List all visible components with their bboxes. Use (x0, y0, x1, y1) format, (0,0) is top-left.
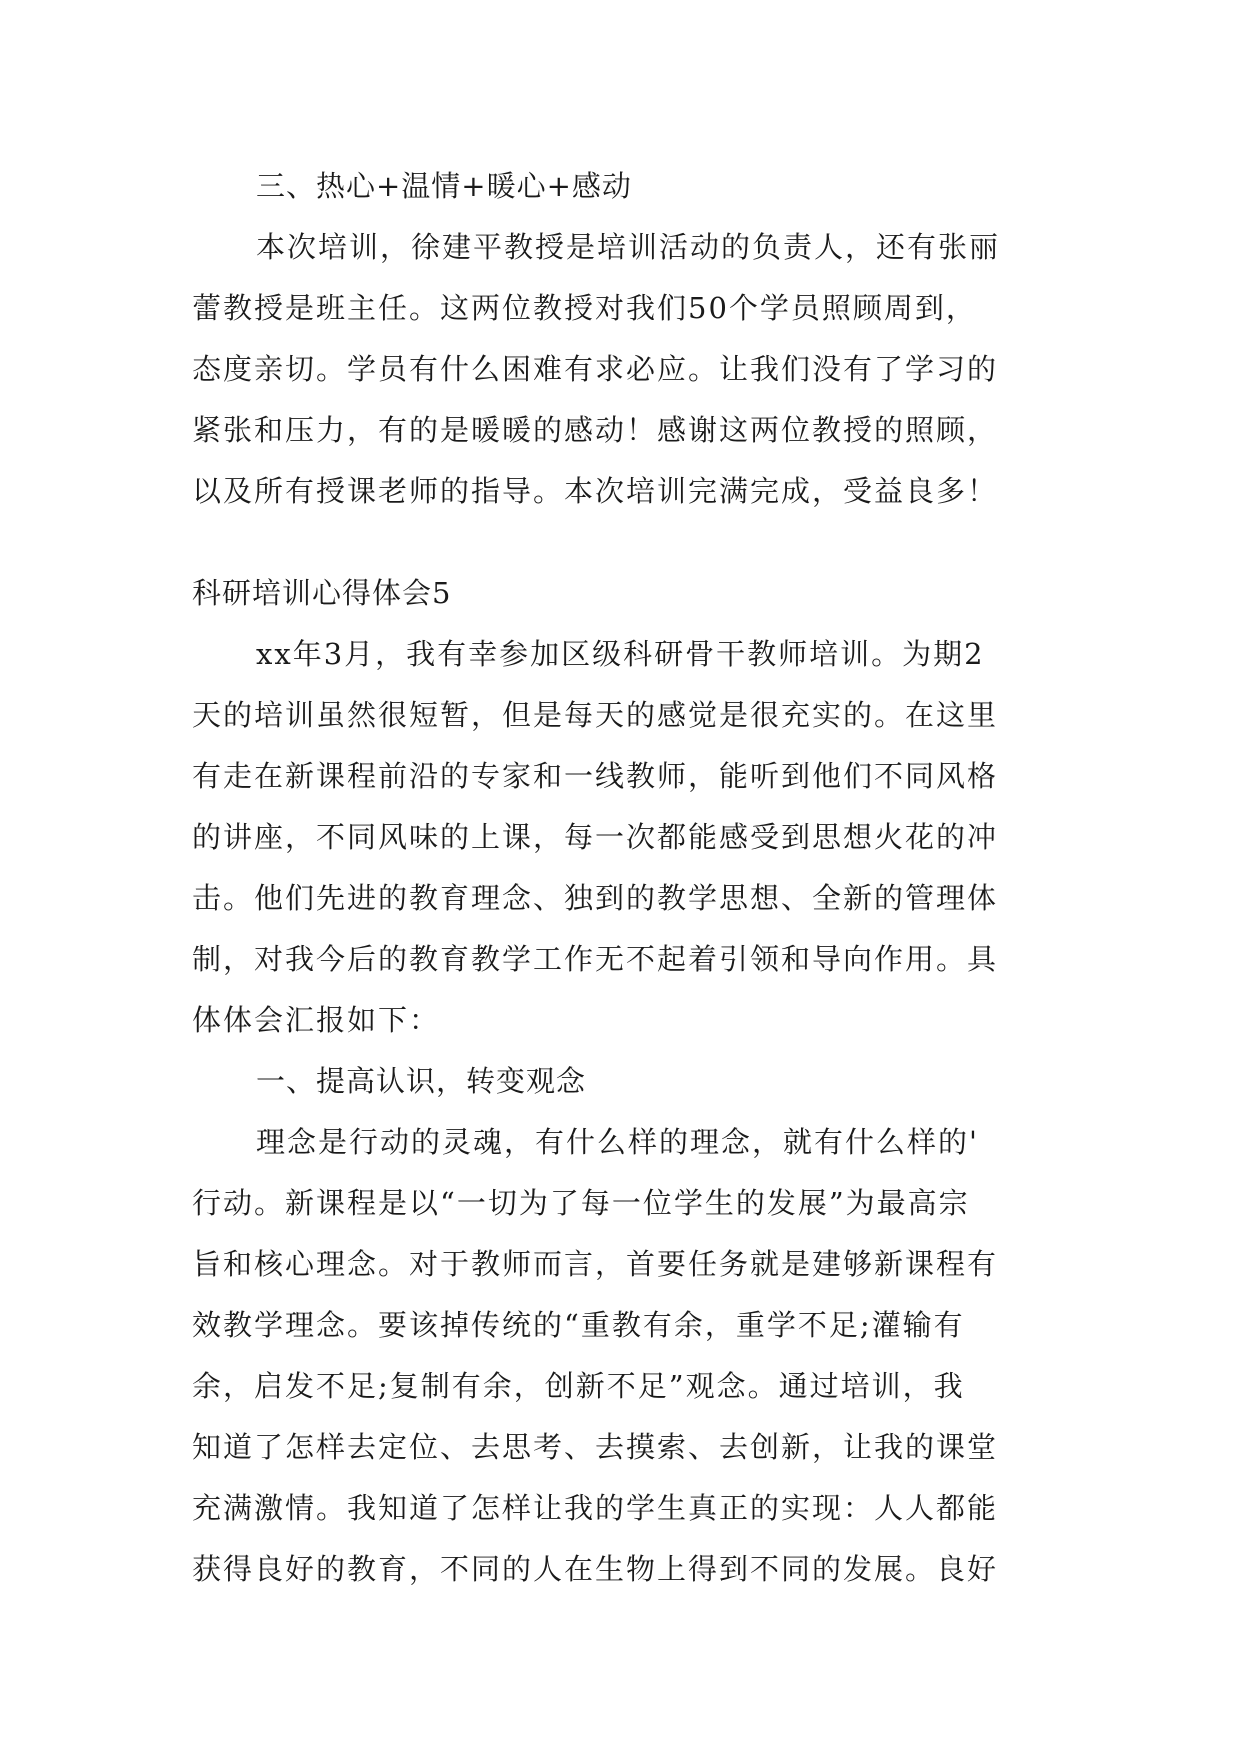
paragraph-line: 体体会汇报如下： (192, 1003, 441, 1037)
paragraph-line: 蕾教授是班主任。这两位教授对我们50个学员照顾周到， (192, 291, 977, 325)
paragraph-line: 旨和核心理念。对于教师而言，首要任务就是建够新课程有 (192, 1247, 999, 1281)
paragraph-line: 充满激情。我知道了怎样让我的学生真正的实现：人人都能 (192, 1491, 999, 1525)
paragraph-line: 以及所有授课老师的指导。本次培训完满完成，受益良多！ (192, 474, 999, 508)
paragraph-line: 态度亲切。学员有什么困难有求必应。让我们没有了学习的 (192, 352, 999, 386)
paragraph-line: 击。他们先进的教育理念、独到的教学思想、全新的管理体 (192, 881, 999, 915)
paragraph-line: 的讲座，不同风味的上课，每一次都能感受到思想火花的冲 (192, 820, 999, 854)
document-body (192, 156, 1064, 1600)
paragraph-line: 紧张和压力，有的是暖暖的感动！感谢这两位教授的照顾， (192, 413, 999, 447)
paragraph-line: 制，对我今后的教育教学工作无不起着引领和导向作用。具 (192, 942, 999, 976)
paragraph-line: 本次培训，徐建平教授是培训活动的负责人，还有张丽 (256, 230, 1001, 264)
section-heading-3: 三、热心+温情+暖心+感动 (256, 169, 632, 203)
paragraph-line: 行动。新课程是以“一切为了每一位学生的发展”为最高宗 (192, 1186, 970, 1220)
paragraph-line: 理念是行动的灵魂，有什么样的理念，就有什么样的' (256, 1125, 979, 1159)
article-title: 科研培训心得体会5 (192, 576, 452, 610)
paragraph-line: 获得良好的教育，不同的人在生物上得到不同的发展。良好 (192, 1552, 999, 1586)
paragraph-line: 余，启发不足;复制有余，创新不足”观念。通过培训，我 (192, 1369, 965, 1403)
paragraph-line: 效教学理念。要该掉传统的“重教有余，重学不足;灌输有 (192, 1308, 965, 1342)
section-heading-1: 一、提高认识，转变观念 (256, 1064, 587, 1098)
section-spacer (192, 522, 1064, 563)
paragraph-line: 知道了怎样去定位、去思考、去摸索、去创新，让我的课堂 (192, 1430, 999, 1464)
paragraph-line: 有走在新课程前沿的专家和一线教师，能听到他们不同风格 (192, 759, 999, 793)
paragraph-line: xx年3月，我有幸参加区级科研骨干教师培训。为期2 (256, 637, 985, 671)
paragraph-line: 天的培训虽然很短暂，但是每天的感觉是很充实的。在这里 (192, 698, 999, 732)
